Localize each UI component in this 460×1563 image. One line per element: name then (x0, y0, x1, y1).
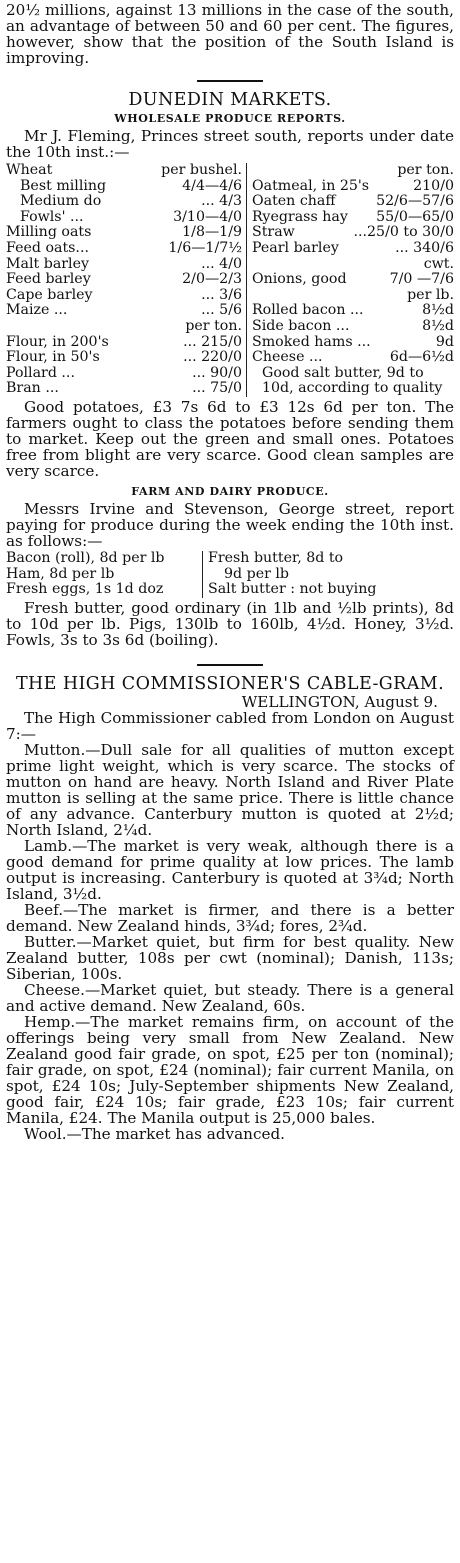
price-row: Feed barley 2/0—2/3 (6, 271, 242, 288)
price-row: Feed oats... 1/6—1/7½ (6, 239, 242, 256)
cable-dateline: WELLINGTON, August 9. (241, 692, 438, 711)
cable-paragraph: Lamb.—The market is very weak, although there is a good demand for prime quality at low prices. The lamb output is increasing. Canterbury is quoted at 3¾d; North Island, 3½d. (6, 836, 454, 903)
price-header-row (6, 163, 242, 179)
price-table (6, 163, 454, 397)
cable-paragraph: Mutton.—Dull sale for all qualities of mutton except prime light weight, which is very scarce. The stocks of mutton on hand are heavy. North Island and River Plate mutton is selling at the same price. There is little chance of any advance. Canterbury mutton is quoted at 2½d; North Island, 2¼d. (6, 740, 454, 839)
price-row: Milling oats 1/8—1/9 (6, 224, 242, 241)
salt-butter-entry: Good salt butter, 9d to 10d, according to quality (262, 364, 443, 397)
unit-per-ton: per ton. (397, 162, 454, 178)
price-row: Medium do ... 4/3 (20, 193, 242, 210)
price-row: Fowls' ... 3/10—4/0 (20, 208, 242, 225)
section-divider (197, 80, 263, 82)
price-row: Ryegrass hay 55/0—65/0 (252, 208, 454, 225)
price-row: Rolled bacon ... 8½d (252, 302, 454, 319)
farm-intro: Messrs Irvine and Stevenson, George street, report paying for produce during the week ending the 10th inst. as follows:— (6, 499, 454, 550)
price-row: Flour, in 50's ... 220/0 (6, 349, 242, 366)
dairy-table-left (6, 551, 202, 598)
dairy-entry: Ham, 8d per lb (6, 565, 115, 582)
price-table-right (246, 163, 454, 397)
price-row: Onions, good 7/0 —7/6 (252, 271, 454, 288)
price-row: Smoked hams ... 9d (252, 333, 454, 350)
cable-paragraph: Butter.—Market quiet, but firm for best quality. New Zealand butter, 108s per cwt (nominal); Danish, 113s; Siberian, 100s. (6, 932, 454, 983)
dairy-entry: 9d per lb (224, 565, 290, 582)
markets-intro: Mr J. Fleming, Princes street south, reports under date the 10th inst.:— (6, 127, 454, 161)
price-row: Maize ... ... 5/6 (6, 302, 242, 319)
cable-paragraph: Hemp.—The market remains firm, on account of the offerings being very small from New Zealand. New Zealand good fair grade, on spot, £25 per ton (nominal); fair grade, on spot, £24 (nominal); fair current Manila, on spot, £24 10s; July-September shipments New Zealand, good fair, £24 10s; fair grade, £23 10s; fair current Manila, £24. The Manila output is 25,000 bales. (6, 1012, 454, 1127)
dairy-entry: Fresh eggs, 1s 1d doz (6, 581, 164, 598)
price-table-left (6, 163, 246, 397)
unit-cwt: cwt. (423, 255, 454, 272)
potatoes-paragraph: Good potatoes, £3 7s 6d to £3 12s 6d per ton. The farmers ought to class the potatoes before sending them to market. Keep out the green and small ones. Potatoes free from blight are very scarce. Good clean samples are very scarce. (6, 397, 454, 480)
price-row: Pearl barley ... 340/6 (252, 239, 454, 256)
dairy-entry: Salt butter : not buying (208, 581, 377, 598)
dairy-table-right (202, 551, 454, 598)
price-row: Malt barley ... 4/0 (6, 255, 242, 272)
farm-subheading: FARM AND DAIRY PRODUCE. (131, 484, 329, 498)
unit-per-lb: per lb. (407, 286, 454, 303)
dairy-table (6, 551, 454, 598)
price-row: Oaten chaff 52/6—57/6 (252, 193, 454, 210)
price-row: Oatmeal, in 25's 210/0 (252, 177, 454, 194)
intro-paragraph: 20½ millions, against 13 millions in the case of the south, an advantage of between 50 and 60 per cent. The figures, however, show that the position of the South Island is improving. (6, 1, 454, 67)
cable-heading: THE HIGH COMMISSIONER'S CABLE-GRAM. (15, 673, 445, 694)
cable-paragraph: The High Commissioner cabled from London on August 7:— (6, 708, 454, 743)
wheat-label: Wheat (6, 162, 53, 178)
cable-paragraph: Beef.—The market is firmer, and there is a better demand. New Zealand hinds, 3¾d; fores, 2¾d. (6, 900, 454, 935)
unit-per-ton: per ton. (185, 317, 242, 334)
price-row: Pollard ... ... 90/0 (6, 364, 242, 381)
markets-subheading: WHOLESALE PRODUCE REPORTS. (114, 112, 346, 125)
markets-heading: DUNEDIN MARKETS. (128, 90, 332, 110)
price-row: Flour, in 200's ... 215/0 (6, 333, 242, 350)
section-divider (197, 664, 263, 666)
price-row: Side bacon ... 8½d (252, 317, 454, 334)
dairy-entry: Fresh butter, 8d to (208, 549, 344, 566)
price-row: Best milling 4/4—4/6 (20, 177, 242, 194)
farm-after-paragraph: Fresh butter, good ordinary (in 1lb and ½lb prints), 8d to 10d per lb. Pigs, 130lb to 160lb, 4½d. Honey, 3½d. Fowls, 3s to 3s 6d (boiling). (6, 598, 454, 649)
price-row: Cheese ... 6d—6½d (252, 349, 454, 366)
price-row: Bran ... ... 75/0 (6, 380, 242, 397)
cable-paragraph: Cheese.—Market quiet, but steady. There is a general and active demand. New Zealand, 60s. (6, 980, 454, 1015)
price-row: Cape barley ... 3/6 (6, 286, 242, 303)
dairy-entry: Bacon (roll), 8d per lb (6, 549, 165, 566)
price-row: Straw ...25/0 to 30/0 (252, 224, 454, 241)
unit-per-bushel: per bushel. (161, 162, 242, 178)
cable-paragraph: Wool.—The market has advanced. (24, 1124, 285, 1143)
